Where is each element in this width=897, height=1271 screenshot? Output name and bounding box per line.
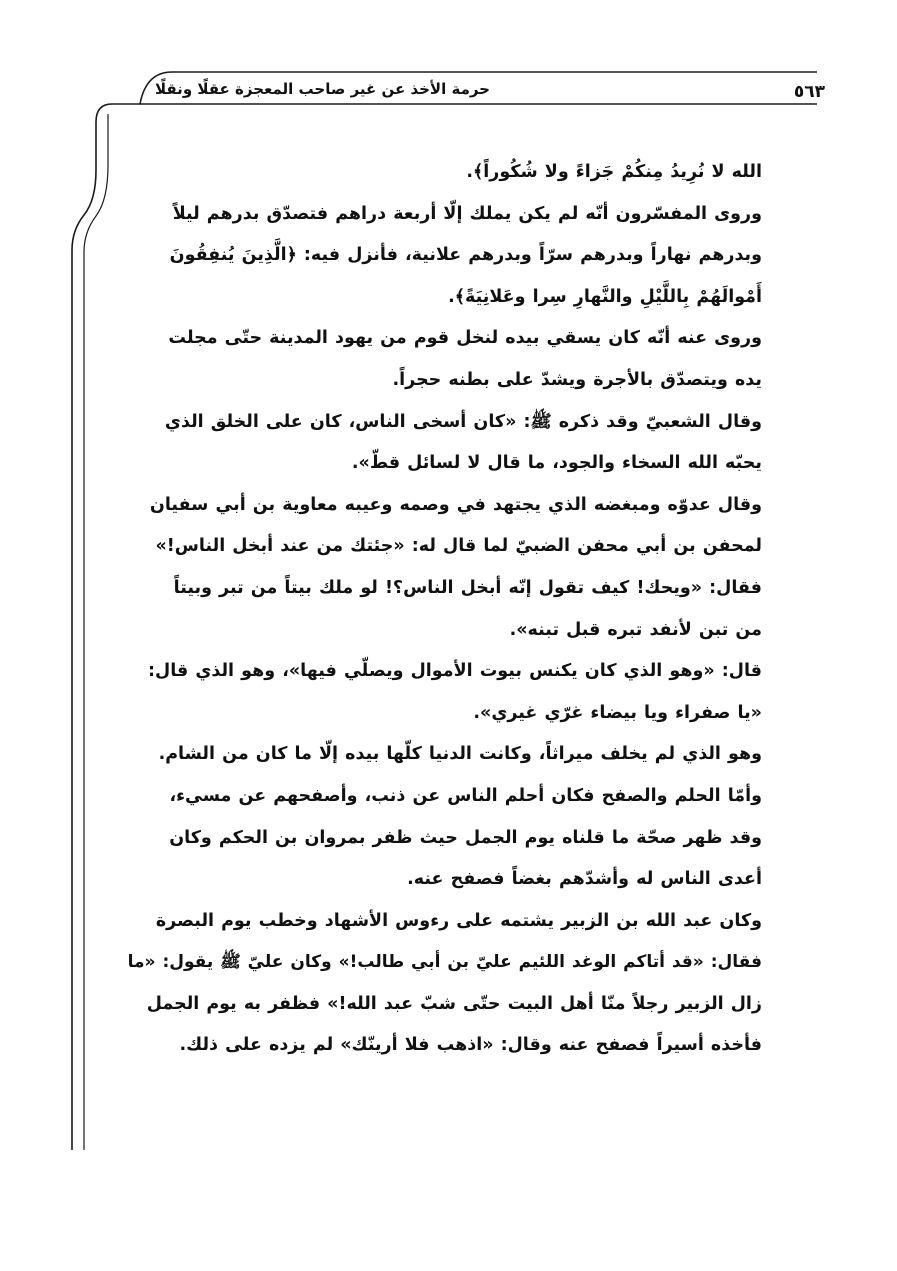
text-line: أعدى الناس له وأشدّهم بغضاً فصفح عنه. (407, 869, 762, 890)
text-line: «يا صفراء ويا بيضاء غرّي غيري». (473, 702, 762, 723)
text-line: وروى عنه أنّه كان يسقي بيده لنخل قوم من يهود المدينة حتّى مجلت (168, 328, 762, 349)
page-number: ٥٦٣ (793, 82, 825, 102)
text-line: وأمّا الحلم والصفح فكان أحلم الناس عن ذنب، وأصفحهم عن مسيء، (169, 785, 762, 806)
text-line: قال: «وهو الذي كان يكنس بيوت الأموال ويصلّي فيها»، وهو الذي قال: (148, 661, 762, 682)
text-line: لمحفن بن أبي محفن الضبيّ لما قال له: «جئتك من عند أبخل الناس!» (155, 536, 762, 557)
text-line: وروى المفسّرون أنّه لم يكن يملك إلّا أربعة دراهم فتصدّق بدرهم ليلاً (172, 203, 762, 224)
text-line: الله لا نُرِيدُ مِنكُمْ جَزاءً ولا شُكُوراً﴾. (466, 162, 762, 182)
text-line: وكان عبد الله بن الزبير يشتمه على رءوس الأشهاد وخطب يوم البصرة (155, 910, 762, 931)
text-line: وقال الشعبيّ وقد ذكره ﷺ: «كان أسخى الناس، كان على الخلق الذي (164, 411, 762, 432)
text-line: يده ويتصدّق بالأجرة ويشدّ على بطنه حجراً. (392, 369, 762, 390)
text-line: فقال: «قد أتاكم الوغد اللئيم عليّ بن أبي طالب!» وكان عليّ ﷺ يقول: «ما (127, 952, 762, 973)
body-text (126, 152, 762, 1067)
text-line: يحبّه الله السخاء والجود، ما قال لا لسائل قطّ». (351, 453, 762, 474)
running-header-title: حرمة الأخذ عن غير صاحب المعجزة عقلًا ونقلًا (155, 80, 490, 98)
margin-rule-inner (84, 114, 108, 1150)
text-line: زال الزبير رجلاً منّا أهل البيت حتّى شبّ عبد الله!» فظفر به يوم الجمل (146, 993, 762, 1014)
text-line: وقد ظهر صحّة ما قلناه يوم الجمل حيث ظفر بمروان بن الحكم وكان (169, 827, 762, 848)
text-line: فأخذه أسيراً فصفح عنه وقال: «اذهب فلا أرينّك» لم يزده على ذلك. (179, 1035, 762, 1056)
text-line: فقال: «ويحك! كيف تقول إنّه أبخل الناس؟! لو ملك بيتاً من تبر وبيتاً (173, 577, 762, 598)
text-line: أَمْوالَهُمْ بِاللَّيْلِ والنَّهارِ سِرا وعَلانِيَةً﴾. (448, 286, 762, 307)
text-line: وبدرهم نهاراً وبدرهم سرّاً وبدرهم علانية، فأنزل فيه: ﴿الَّذِينَ يُنفِقُونَ (169, 245, 762, 266)
text-line: من تبن لأنفد تبره قبل تبنه». (509, 619, 762, 640)
text-line: وقال عدوّه ومبغضه الذي يجتهد في وصمه وعيبه معاوية بن أبي سفيان (149, 494, 762, 515)
text-line: وهو الذي لم يخلف ميراثاً، وكانت الدنيا كلّها بيده إلّا ما كان من الشام. (158, 744, 762, 765)
